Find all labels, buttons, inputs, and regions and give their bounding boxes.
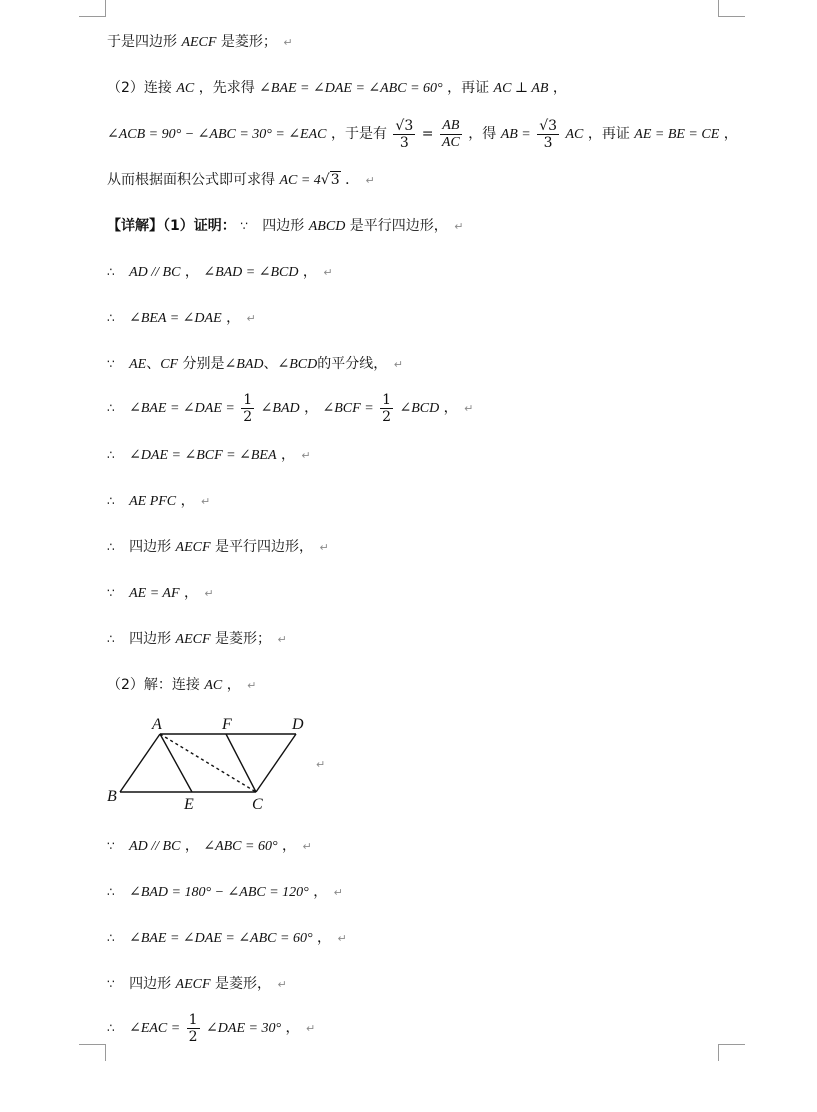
text-line: [107, 216, 463, 237]
page-corner-mark: [718, 1044, 745, 1061]
math: ∠BEA = ∠DAE: [129, 311, 222, 326]
math: =: [421, 126, 434, 142]
math: ∠BAD = ∠BCD: [203, 265, 299, 280]
math: AC: [565, 127, 584, 142]
fraction-numerator: 1: [188, 1011, 198, 1028]
paragraph-mark-icon: ↵: [204, 587, 214, 600]
math: ∠DAE = 30°: [206, 1021, 282, 1036]
text: ，: [184, 264, 199, 280]
fraction-denominator: 2: [382, 408, 392, 425]
therefore-symbol: ∴: [107, 931, 115, 945]
math: ∠BAD: [260, 401, 300, 416]
fraction-numerator: 1: [382, 391, 392, 408]
page-corner-mark: [718, 0, 745, 17]
math: ∠DAE = ∠BCF = ∠BEA: [129, 448, 277, 463]
math: AE = BE = CE: [634, 127, 720, 142]
fraction: [241, 392, 254, 425]
text: ，再证: [447, 80, 490, 96]
text: ，: [443, 400, 458, 416]
text: 、: [146, 356, 161, 372]
paragraph-mark-icon: ↵: [365, 174, 375, 187]
therefore-symbol: ∴: [107, 448, 115, 462]
math: ∠BCD: [399, 401, 440, 416]
math: AECF: [181, 35, 217, 50]
fraction-denominator: 3: [399, 134, 409, 151]
fraction: [187, 1012, 200, 1045]
text: 分别是: [182, 356, 225, 372]
text-line: [107, 354, 403, 375]
paragraph-mark-icon: ↵: [323, 266, 333, 279]
math: ∠ACB = 90° − ∠ABC = 30° = ∠EAC: [107, 127, 327, 142]
math: ∠BCF =: [322, 401, 374, 416]
text: 是平行四边形，: [215, 539, 313, 555]
paragraph-mark-icon: ↵: [301, 449, 311, 462]
text-line: [107, 583, 214, 604]
text: ，: [180, 493, 195, 509]
fraction: [393, 118, 415, 151]
fraction-denominator: 3: [543, 134, 553, 151]
paragraph-mark-icon: ↵: [247, 679, 257, 692]
math: AB =: [500, 127, 531, 142]
paragraph-mark-icon: ↵: [201, 495, 211, 508]
math: AD // BC: [129, 839, 181, 854]
fraction-denominator: AC: [441, 134, 460, 150]
text-line: [107, 836, 312, 857]
text-line: [107, 78, 567, 99]
therefore-symbol: ∴: [107, 311, 115, 325]
math: AE PFC: [129, 494, 177, 509]
text: ，: [226, 310, 241, 326]
label-D: D: [292, 716, 304, 733]
math: AE = AF: [129, 586, 180, 601]
math: ∠BAE = ∠DAE =: [129, 401, 235, 416]
paragraph-mark-icon: ↵: [246, 312, 256, 325]
text: ，: [183, 585, 198, 601]
therefore-symbol: ∴: [107, 540, 115, 554]
text: ，: [723, 126, 738, 142]
fraction-denominator: 2: [243, 408, 253, 425]
label-C: C: [252, 796, 263, 813]
label-A: A: [152, 716, 162, 733]
text: ，: [282, 838, 297, 854]
math: AC ⊥ AB: [493, 81, 549, 96]
math: AC = 4: [279, 173, 321, 188]
fraction-denominator: 2: [188, 1028, 198, 1045]
math: ABCD: [308, 219, 346, 234]
text: 的平分线，: [317, 356, 388, 372]
text: ，: [313, 884, 328, 900]
text-line: [107, 445, 311, 466]
text-line: [107, 537, 329, 558]
math: ∠BAE = ∠DAE = ∠ABC = 60°: [129, 931, 313, 946]
because-symbol: ∵: [240, 219, 248, 233]
rhombus-figure: [100, 712, 340, 816]
text: ．: [345, 172, 360, 188]
paragraph-mark-icon: ↵: [277, 633, 287, 646]
fraction-numerator: √3: [539, 117, 558, 134]
segment-DC: [256, 734, 296, 792]
text-line: [107, 170, 375, 191]
segment-AE: [160, 734, 192, 792]
math: ∠BAE = ∠DAE = ∠ABC = 60°: [259, 81, 443, 96]
text-line: [107, 882, 343, 903]
text: ，: [302, 264, 317, 280]
math: AC: [204, 678, 223, 693]
page-corner-mark: [79, 1044, 106, 1061]
text: 四边形: [129, 539, 172, 555]
math: ∠BAD: [224, 357, 264, 372]
math: ∠ABC = 60°: [203, 839, 278, 854]
math: ∠BCD: [277, 357, 318, 372]
because-symbol: ∵: [107, 977, 115, 991]
paragraph-mark-icon: ↵: [393, 358, 403, 371]
text-line: [107, 32, 293, 53]
fraction-numerator: 1: [243, 391, 253, 408]
text: 四边形: [129, 631, 172, 647]
because-symbol: ∵: [107, 839, 115, 853]
label-E: E: [184, 796, 194, 813]
text-line: [107, 974, 287, 995]
math: AD // BC: [129, 265, 181, 280]
text: （2）连接: [107, 80, 172, 96]
math: AE: [129, 357, 147, 372]
text: ，: [184, 838, 199, 854]
segment-FC: [226, 734, 256, 792]
therefore-symbol: ∴: [107, 265, 115, 279]
fraction: [537, 118, 559, 151]
text: ，得: [468, 126, 497, 142]
math: ∠EAC =: [129, 1021, 181, 1036]
radicand: 3: [330, 172, 340, 188]
label-B: B: [107, 788, 117, 805]
paragraph-mark-icon: ↵: [464, 402, 474, 415]
therefore-symbol: ∴: [107, 401, 115, 415]
text: 四边形: [129, 976, 172, 992]
text: 是平行四边形，: [349, 218, 448, 234]
text-line: [107, 308, 256, 329]
math: AECF: [175, 632, 211, 647]
math: AECF: [175, 540, 211, 555]
text: 是菱形；: [215, 631, 271, 647]
because-symbol: ∵: [107, 586, 115, 600]
fraction: [380, 392, 393, 425]
text: ，: [226, 677, 241, 693]
segment-AB: [120, 734, 160, 792]
paragraph-mark-icon: ↵: [316, 758, 326, 771]
therefore-symbol: ∴: [107, 632, 115, 646]
paragraph-mark-icon: ↵: [277, 978, 287, 991]
text: ，: [280, 447, 295, 463]
therefore-symbol: ∴: [107, 885, 115, 899]
text-line: [107, 388, 473, 429]
therefore-symbol: ∴: [107, 494, 115, 508]
fraction-numerator: AB: [440, 118, 462, 135]
page-corner-mark: [79, 0, 106, 17]
text: 、: [263, 356, 278, 372]
fraction: [440, 118, 462, 151]
fraction-numerator: √3: [395, 117, 414, 134]
text: ，: [304, 400, 319, 416]
text: ，: [285, 1020, 300, 1036]
math: CF: [160, 357, 179, 372]
text: ，先求得: [198, 80, 255, 96]
sqrt: √3: [320, 172, 340, 188]
paragraph-mark-icon: ↵: [319, 541, 329, 554]
text-line: [107, 1008, 315, 1049]
text-line: [107, 491, 210, 512]
text: ，再证: [587, 126, 630, 142]
text-line: [107, 114, 738, 155]
therefore-symbol: ∴: [107, 1021, 115, 1035]
text: 于是四边形: [107, 34, 177, 50]
text: ，于是有: [330, 126, 387, 142]
text-line: [107, 928, 347, 949]
paragraph-mark-icon: ↵: [302, 840, 312, 853]
paragraph-mark-icon: ↵: [283, 36, 293, 49]
text: ，: [552, 80, 567, 96]
text: ，: [317, 930, 331, 946]
text: 【详解】（1）证明：: [107, 218, 236, 234]
math: AC: [176, 81, 195, 96]
paragraph-mark-icon: ↵: [333, 886, 343, 899]
text-line: [107, 262, 333, 283]
text: 从而根据面积公式即可求得: [107, 172, 275, 188]
label-F: F: [222, 716, 232, 733]
paragraph-mark-icon: ↵: [337, 932, 347, 945]
text: 四边形: [262, 218, 305, 234]
paragraph-mark-icon: ↵: [454, 220, 464, 233]
because-symbol: ∵: [107, 357, 115, 371]
text: 是菱形；: [220, 34, 277, 50]
math: ∠BAD = 180° − ∠ABC = 120°: [129, 885, 309, 900]
math: AECF: [175, 977, 211, 992]
paragraph-mark-icon: ↵: [305, 1022, 316, 1035]
text-line: [107, 629, 287, 650]
text: （2）解：连接: [107, 677, 200, 693]
text: 是菱形，: [215, 976, 271, 992]
text-line: [107, 675, 256, 696]
